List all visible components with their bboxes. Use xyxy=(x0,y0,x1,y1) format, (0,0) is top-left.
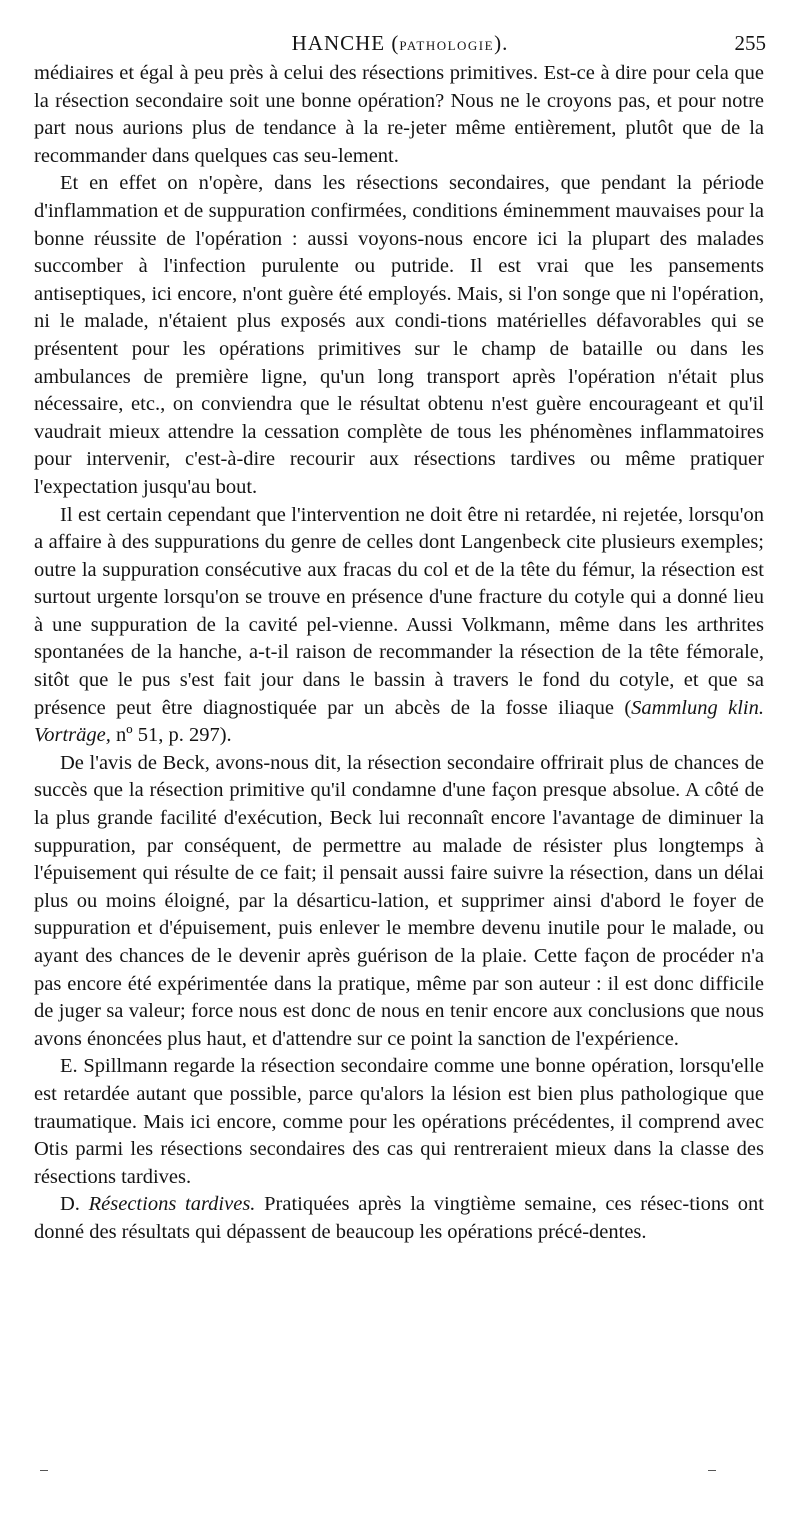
paragraph-spillmann: E. Spillmann regarde la résection secondaire comme une bonne opération, lorsqu'elle est retardée autant que possible, parce qu'alors la lésion est bien plus pathologique que traumatique. Mais ici encore, comme pour les opérations précédentes, il comprend avec Otis parmi les résections secondaires des cas qui rentreraient mieux dans la classe des résections tardives. xyxy=(34,1055,764,1188)
scan-mark-right xyxy=(708,1470,716,1471)
paragraph-inflammation: Et en effet on n'opère, dans les résections secondaires, que pendant la période d'inflammation et de suppuration confirmées, conditions éminemment mauvaises pour la bonne réussite de l'opération : aussi voyons-nous encore ici la plupart des malades succomber à l'infection purulente ou putride. Il est vrai que les pansements antiseptiques, ici encore, n'ont guère été employés. Mais, si l'on songe que ni l'opération, ni le malade, n'étaient plus exposés aux condi-tions matérielles défavorables qui se présentent pour les opérations primitives sur le champ de bataille ou dans les ambulances de première ligne, qu'un long transport après l'opération n'était plus nécessaire, etc., on conviendra que le résultat obtenu n'est guère encourageant et qu'il vaudrait mieux attendre la cessation complète de tous les phénomènes inflammatoires pour intervenir, c'est-à-dire recourir aux résections tardives ou même pratiquer l'expectation jusqu'au bout. xyxy=(34,172,764,498)
citation-reference: nº 51, p. 297). xyxy=(110,724,232,747)
paragraph-intervention-text: Il est certain cependant que l'intervention ne doit être ni retardée, ni rejetée, lorsqu'on a affaire à des suppurations du genre de celles dont Langenbeck cite plusieurs exemples; outre la suppuration consécutive aux fracas du col et de la tête du fémur, la résection est surtout urgente lorsqu'on se trouve en présence d'une fracture du cotyle qui a donné lieu à une suppuration de la cavité pel-vienne. Aussi Volkmann, même dans les arthrites spontanées de la hanche, a-t-il raison de recommander la résection de la tête fémorale, sitôt que le pus s'est fait jour dans le bassin à travers le fond du cotyle, et que sa présence peut être diagnostiquée par un abcès de la fosse iliaque ( xyxy=(34,503,764,719)
running-title-close: ). xyxy=(494,31,509,55)
body-text xyxy=(34,60,764,1247)
scan-mark-left xyxy=(40,1470,48,1471)
running-title-subject: PATHOLOGIE xyxy=(399,38,495,53)
running-title xyxy=(0,28,800,61)
page-number: 255 xyxy=(734,31,766,55)
paragraph-intervention xyxy=(34,502,764,750)
section-heading: Résections tardives. xyxy=(88,1193,256,1216)
running-title-main: HANCHE ( xyxy=(291,31,400,55)
running-head xyxy=(0,28,800,58)
paragraph-resections-tardives xyxy=(34,1191,764,1246)
citation-title: Sammlung klin. Vorträge, xyxy=(34,696,765,747)
paragraph-beck: De l'avis de Beck, avons-nous dit, la résection secondaire offrirait plus de chances de succès que la résection primitive qu'il condamne d'une façon presque absolue. A côté de la plus grande facilité d'exécution, Beck lui reconnaît encore l'avantage de diminuer la suppuration, par conséquent, de permettre au malade de résister plus longtemps à l'épuisement qui résulte de ce fait; il pensait aussi faire suivre la résection, dans un délai plus ou moins éloigné, par la désarticu-lation, et supprimer ainsi d'abord le foyer de suppuration et d'épuisement, puis enlever le membre devenu inutile pour le malade, ou ayant des chances de le devenir après guérison de la plaie. Cette façon de procéder n'a pas encore été expérimentée dans la pratique, même par son auteur : il est donc difficile de juger sa valeur; force nous est donc de nous en tenir encore aux conclusions que nous avons énoncées plus haut, et d'attendre sur ce point la sanction de l'expérience. xyxy=(34,751,764,1050)
section-text: Pratiquées après la vingtième semaine, ces résec-tions ont donné des résultats qui dépassent de beaucoup les opérations précé-dentes. xyxy=(34,1193,764,1243)
paragraph-continuation: médiaires et égal à peu près à celui des résections primitives. Est-ce à dire pour cela que la résection secondaire soit une bonne opération? Nous ne le croyons pas, et pour notre part nous aurions plus de tendance à la re-jeter même entièrement, plutôt que de la recommander dans quelques cas seu-lement. xyxy=(34,62,764,167)
section-letter: D. xyxy=(60,1193,89,1216)
